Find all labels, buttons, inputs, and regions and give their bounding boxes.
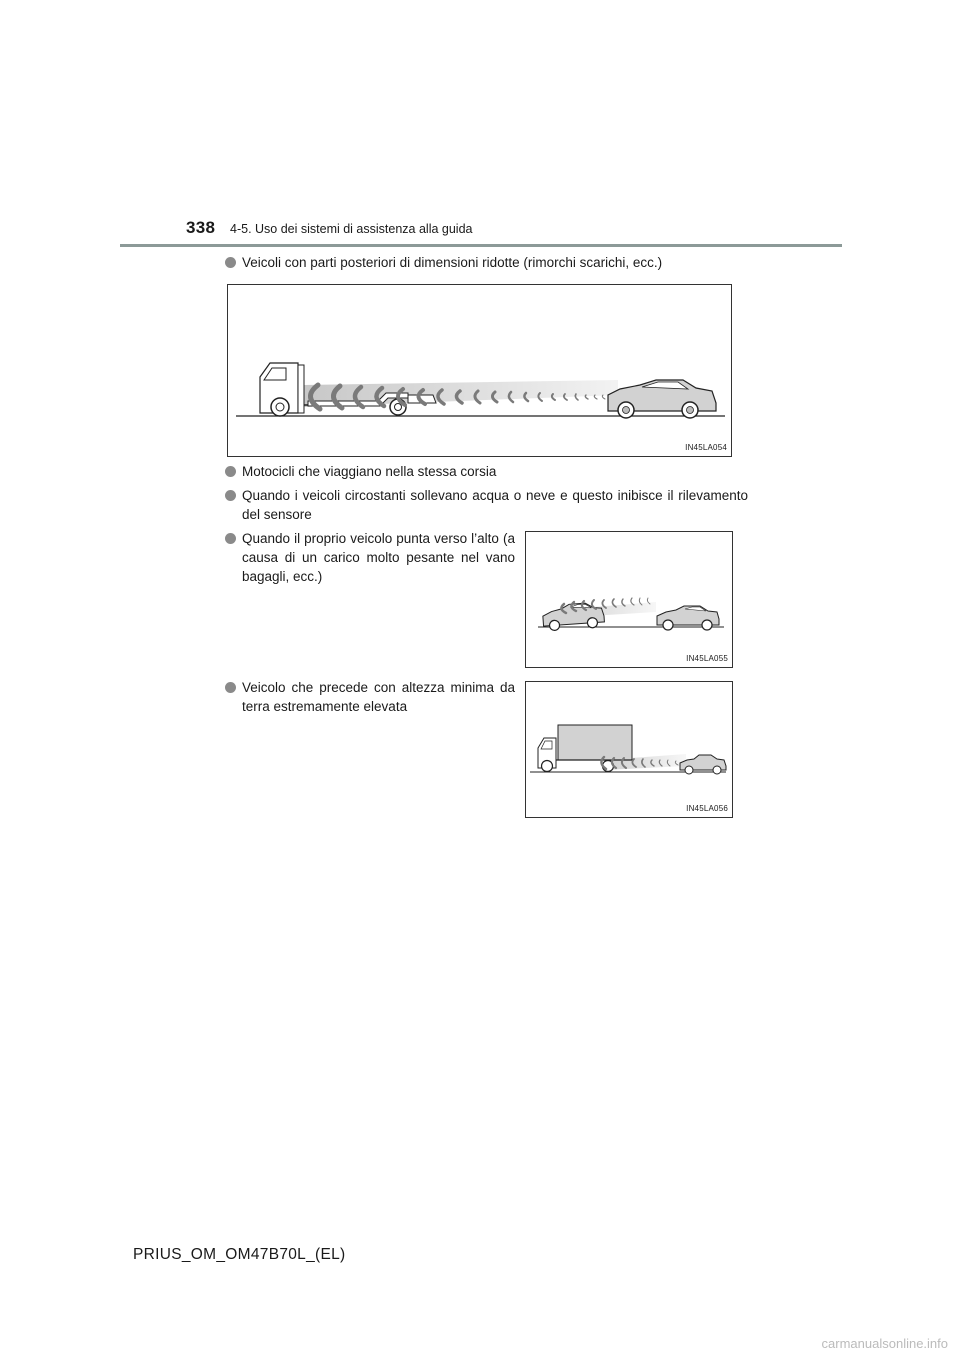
figure-code: IN45LA054 <box>685 443 727 452</box>
trailer-illustration <box>228 285 733 458</box>
footer-model-code: PRIUS_OM_OM47B70L_(EL) <box>133 1246 346 1263</box>
bullet-text: Motocicli che viaggiano nella stessa corsia <box>242 464 497 479</box>
bullet-item <box>225 253 745 272</box>
bullet-item <box>225 529 515 586</box>
bullet-item <box>225 486 748 524</box>
figure-trailer <box>227 284 732 457</box>
high-clearance-illustration <box>526 682 734 819</box>
watermark: carmanualsonline.info <box>821 1336 948 1351</box>
bullet-dot-icon <box>225 257 236 268</box>
section-title: 4-5. Uso dei sistemi di assistenza alla guida <box>230 222 473 236</box>
figure-high-clearance <box>525 681 733 818</box>
bullet-dot-icon <box>225 682 236 693</box>
bullet-text: Veicolo che precede con altezza minima da terra estremamente elevata <box>242 680 515 714</box>
leading-car <box>657 606 719 630</box>
bullet-text: Quando i veicoli circostanti sollevano acqua o neve e questo inibisce il rilevamento del sensore <box>242 488 748 522</box>
bullet-item <box>225 462 745 481</box>
bullet-dot-icon <box>225 466 236 477</box>
figure-nose-up <box>525 531 733 668</box>
page-number: 338 <box>186 218 216 237</box>
bullet-item <box>225 678 515 716</box>
bullet-text: Quando il proprio veicolo punta verso l’alto (a causa di un carico molto pesante nel vano bagagli, ecc.) <box>242 531 515 584</box>
figure-code: IN45LA056 <box>686 804 728 813</box>
bullet-text: Veicoli con parti posteriori di dimensioni ridotte (rimorchi scarichi, ecc.) <box>242 255 663 270</box>
bullet-dot-icon <box>225 533 236 544</box>
header-rule <box>120 244 842 247</box>
figure-code: IN45LA055 <box>686 654 728 663</box>
own-car <box>680 755 726 774</box>
bullet-dot-icon <box>225 490 236 501</box>
nose-up-illustration <box>526 532 734 669</box>
sedan-car <box>608 380 716 418</box>
